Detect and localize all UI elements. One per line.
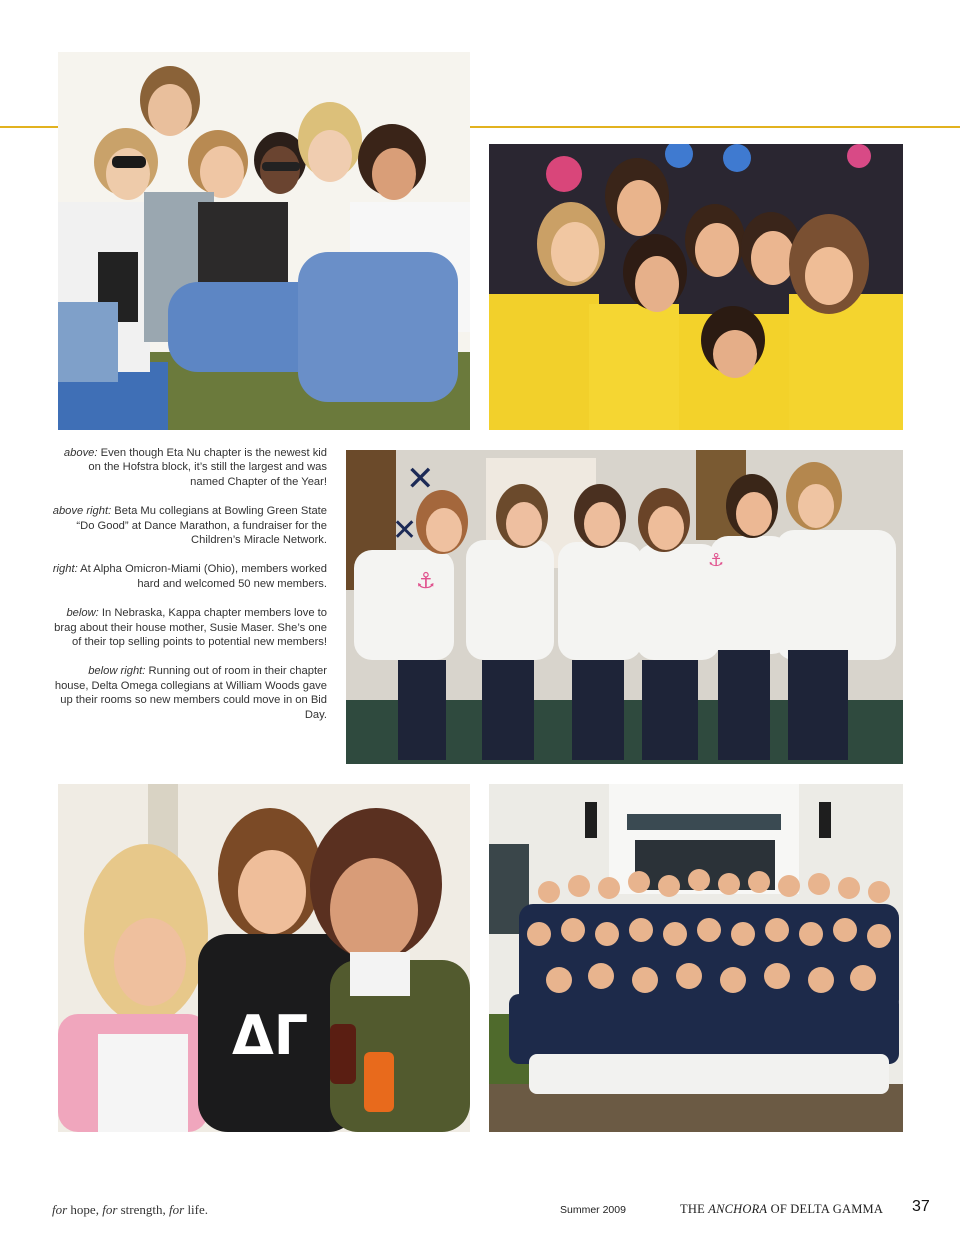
- magazine-title: THE ANCHORA OF DELTA GAMMA: [680, 1202, 884, 1216]
- photo-eta-nu-group: [58, 52, 470, 430]
- svg-text:⚓: ⚓: [708, 550, 725, 571]
- svg-text:✕: ✕: [392, 513, 418, 548]
- delta-gamma-letters: ΔΓ: [232, 1004, 309, 1067]
- svg-text:✕: ✕: [406, 459, 435, 499]
- photo-alpha-omicron-members: [346, 450, 903, 764]
- caption-right: right: At Alpha Omicron-Miami (Ohio), members worked hard and welcomed 50 new members.: [52, 563, 327, 590]
- caption-below-right: below right: Running out of room in their chapter house, Delta Omega collegians at William Woods gave up their rooms so new members could move in on Bid Day.: [54, 665, 327, 721]
- caption-below: below: In Nebraska, Kappa chapter members love to brag about their house mother, Susie Maser. She’s one of their top selling points to potential new members!: [54, 607, 327, 649]
- caption-above: above: Even though Eta Nu chapter is the newest kid on the Hofstra block, it’s still the largest and was named Chapter of the Year!: [63, 447, 327, 488]
- photo-captions: [52, 446, 327, 737]
- footer-tagline: for hope, for strength, for life.: [52, 1202, 209, 1217]
- photo-beta-mu-dance-marathon: [489, 144, 903, 430]
- page-number: 37: [912, 1198, 930, 1215]
- caption-above-right: above right: Beta Mu collegians at Bowling Green State “Do Good” at Dance Marathon, a fundraiser for the Children’s Miracle Network.: [52, 505, 327, 547]
- issue-date: Summer 2009: [560, 1204, 626, 1216]
- svg-text:⚓: ⚓: [416, 569, 436, 594]
- photo-kappa-house-mother: [58, 784, 470, 1132]
- photo-delta-omega-bid-day: [489, 784, 903, 1132]
